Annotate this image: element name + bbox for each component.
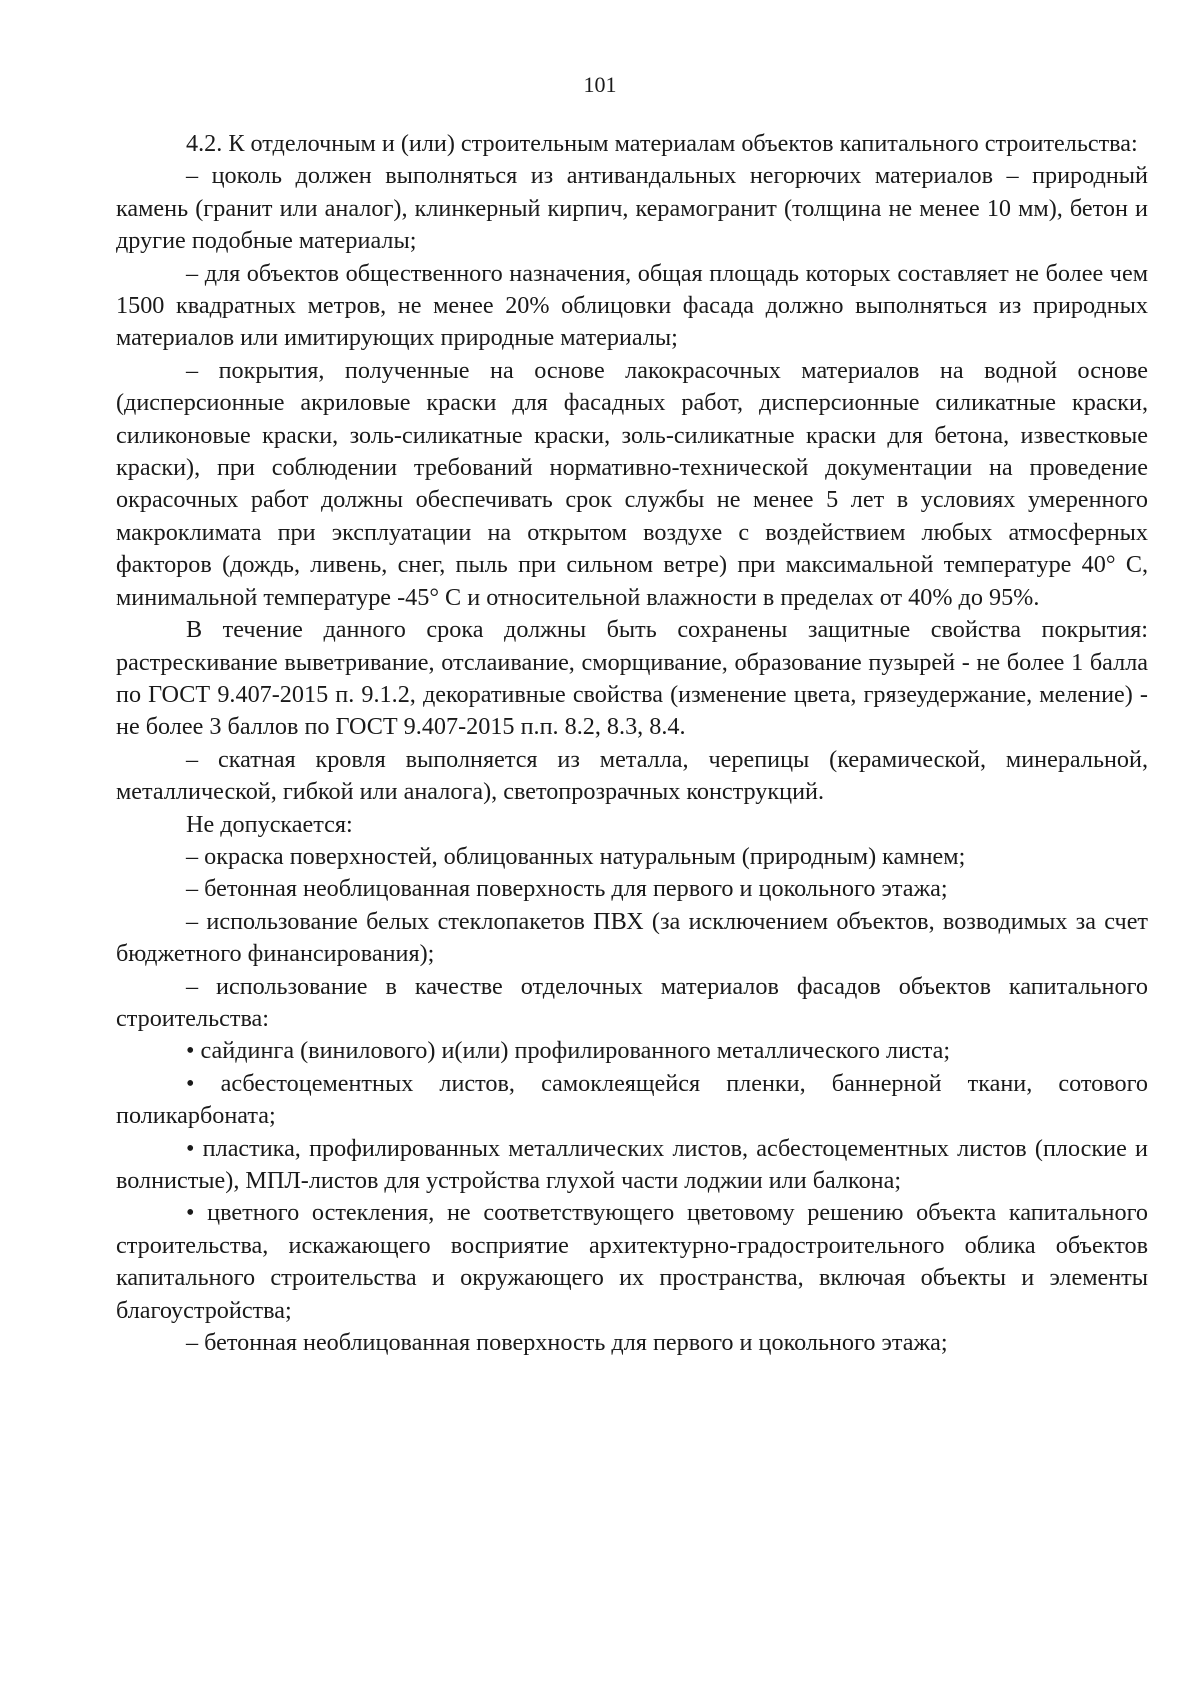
document-body: [116, 128, 1148, 1359]
paragraph-plinth: – цоколь должен выполняться из антивандальных негорючих материалов – природный камень (гранит или аналог), клинкерный кирпич, керамогранит (толщина не менее 10 мм), бетон и другие подобные материалы;: [116, 162, 1148, 255]
paragraph-pitched-roof: – скатная кровля выполняется из металла, черепицы (керамической, минеральной, металлической, гибкой или аналога), светопрозрачных конструкций.: [116, 745, 1148, 806]
paragraph-not-allowed-materials: – использование в качестве отделочных материалов фасадов объектов капитального строительства:: [116, 972, 1148, 1032]
paragraph-not-allowed-pvc: – использование белых стеклопакетов ПВХ (за исключением объектов, возводимых за счет бюджетного финансирования);: [116, 907, 1148, 968]
paragraph-coating-properties: В течение данного срока должны быть сохранены защитные свойства покрытия: растрескивание выветривание, отслаивание, сморщивание, образование пузырей - не более 1 балла по ГОСТ 9.407-2015 п. 9.1.2, декоративные свойства (изменение цвета, грязеудержание, меление) - не более 3 баллов по ГОСТ 9.407-2015 п.п. 8.2, 8.3, 8.4.: [116, 616, 1148, 741]
list-item-colored-glazing: • цветного остекления, не соответствующего цветовому решению объекта капитального строительства, искажающего восприятие архитектурно-градостроительного облика объектов капитального строительства и окружающего их пространства, включая объекты и элементы благоустройства;: [116, 1199, 1148, 1324]
paragraph-public-objects: – для объектов общественного назначения, общая площадь которых составляет не более чем 1500 квадратных метров, не менее 20% облицовки фасада должно выполняться из природных материалов или имитирующих природные материалы;: [116, 259, 1148, 352]
paragraph-coatings: – покрытия, полученные на основе лакокрасочных материалов на водной основе (дисперсионные акриловые краски для фасадных работ, дисперсионные силикатные краски, силиконовые краски, золь-силикатные краски, золь-силикатные краски для бетона, известковые краски), при соблюдении требований нормативно-технической документации на проведение окрасочных работ должны обеспечивать срок службы не менее 5 лет в условиях умеренного макроклимата при эксплуатации на открытом воздухе с воздействием любых атмосферных факторов (дождь, ливень, снег, пыль при сильном ветре) при максимальной температуре 40° С, минимальной температуре -45° С и относительной влажности в пределах от 40% до 95%.: [116, 356, 1148, 611]
page-number: 101: [583, 72, 617, 97]
paragraph-section-heading: 4.2. К отделочным и (или) строительным материалам объектов капитального строительства:: [186, 130, 1138, 157]
paragraph-not-allowed-concrete: – бетонная необлицованная поверхность для первого и цокольного этажа;: [186, 875, 948, 903]
list-item-asbestos: • асбестоцементных листов, самоклеящейся пленки, баннерной ткани, сотового поликарбоната;: [116, 1069, 1148, 1130]
list-item-plastic: • пластика, профилированных металлических листов, асбестоцементных листов (плоские и волнистые), МПЛ-листов для устройства глухой части лоджии или балкона;: [116, 1134, 1148, 1194]
paragraph-not-allowed-painting: – окраска поверхностей, облицованных натуральным (природным) камнем;: [186, 842, 966, 870]
paragraph-not-allowed-heading: Не допускается:: [186, 810, 353, 838]
paragraph-not-allowed-concrete-repeat: – бетонная необлицованная поверхность для первого и цокольного этажа;: [186, 1329, 948, 1357]
list-item-siding: • сайдинга (винилового) и(или) профилированного металлического листа;: [186, 1037, 951, 1065]
